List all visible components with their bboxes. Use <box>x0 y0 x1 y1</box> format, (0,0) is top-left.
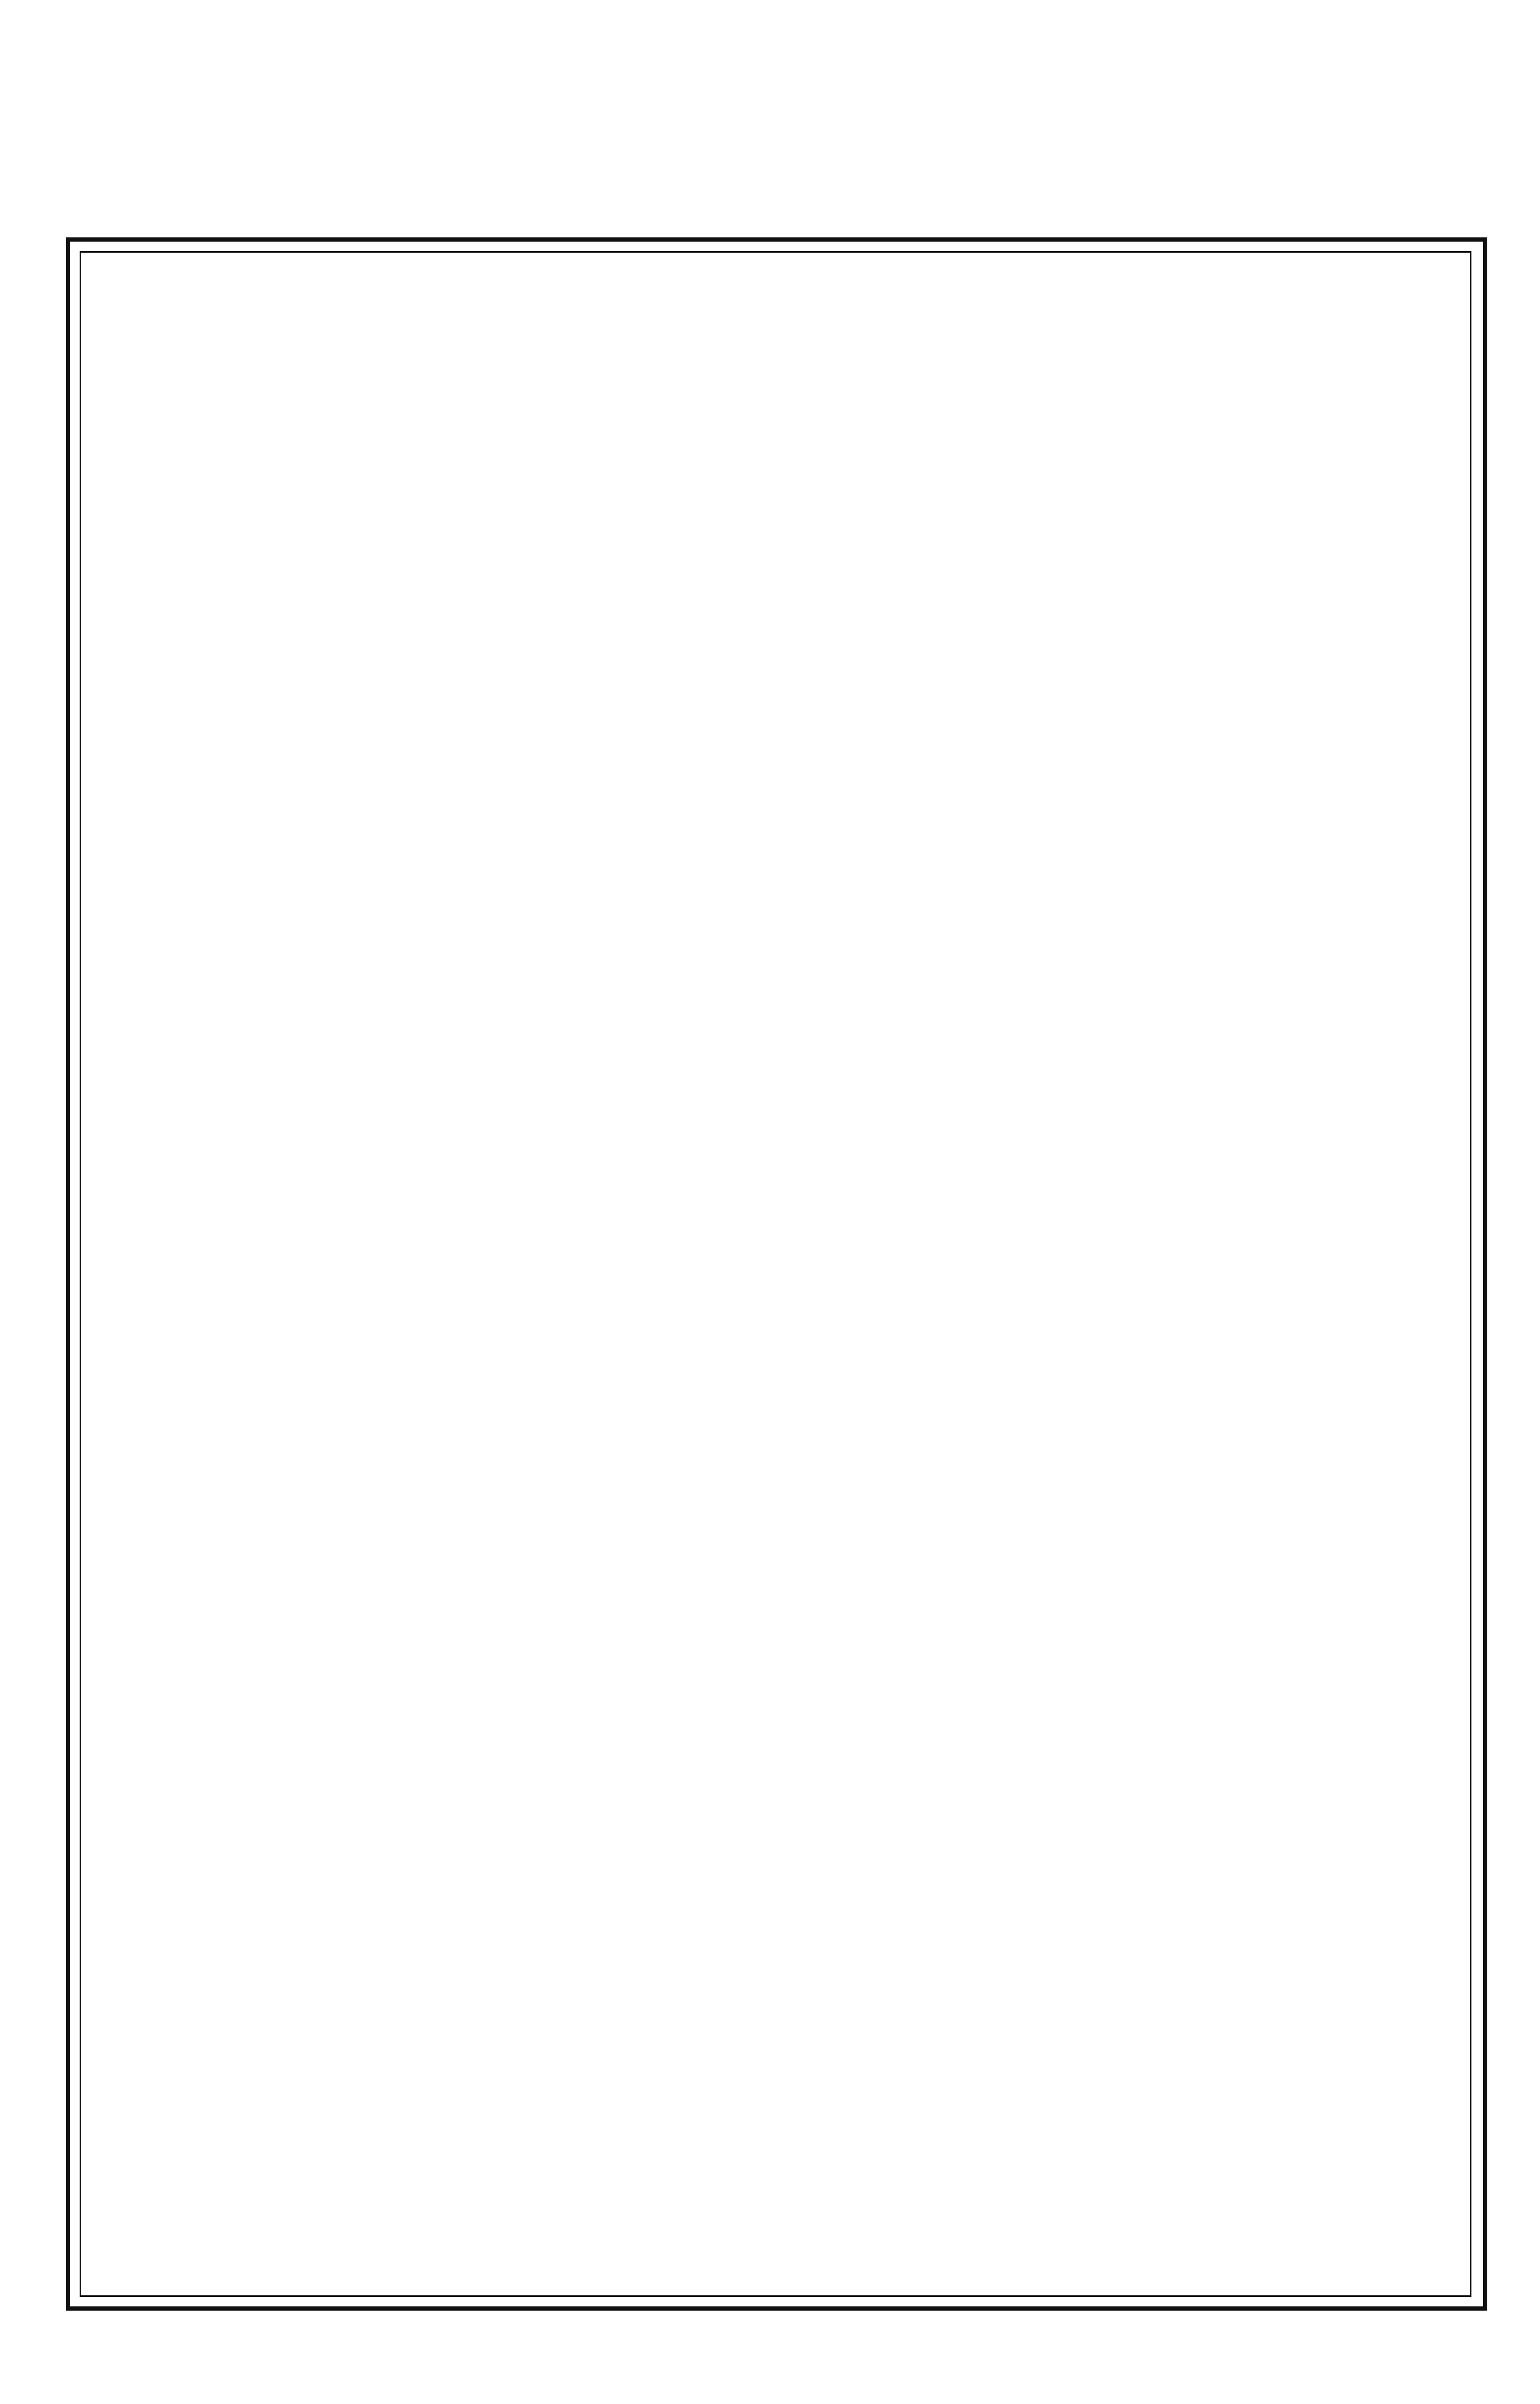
table-inner <box>80 251 1471 2297</box>
table-frame <box>66 237 1487 2311</box>
running-header <box>47 63 1471 116</box>
ports-container <box>81 253 1470 2295</box>
